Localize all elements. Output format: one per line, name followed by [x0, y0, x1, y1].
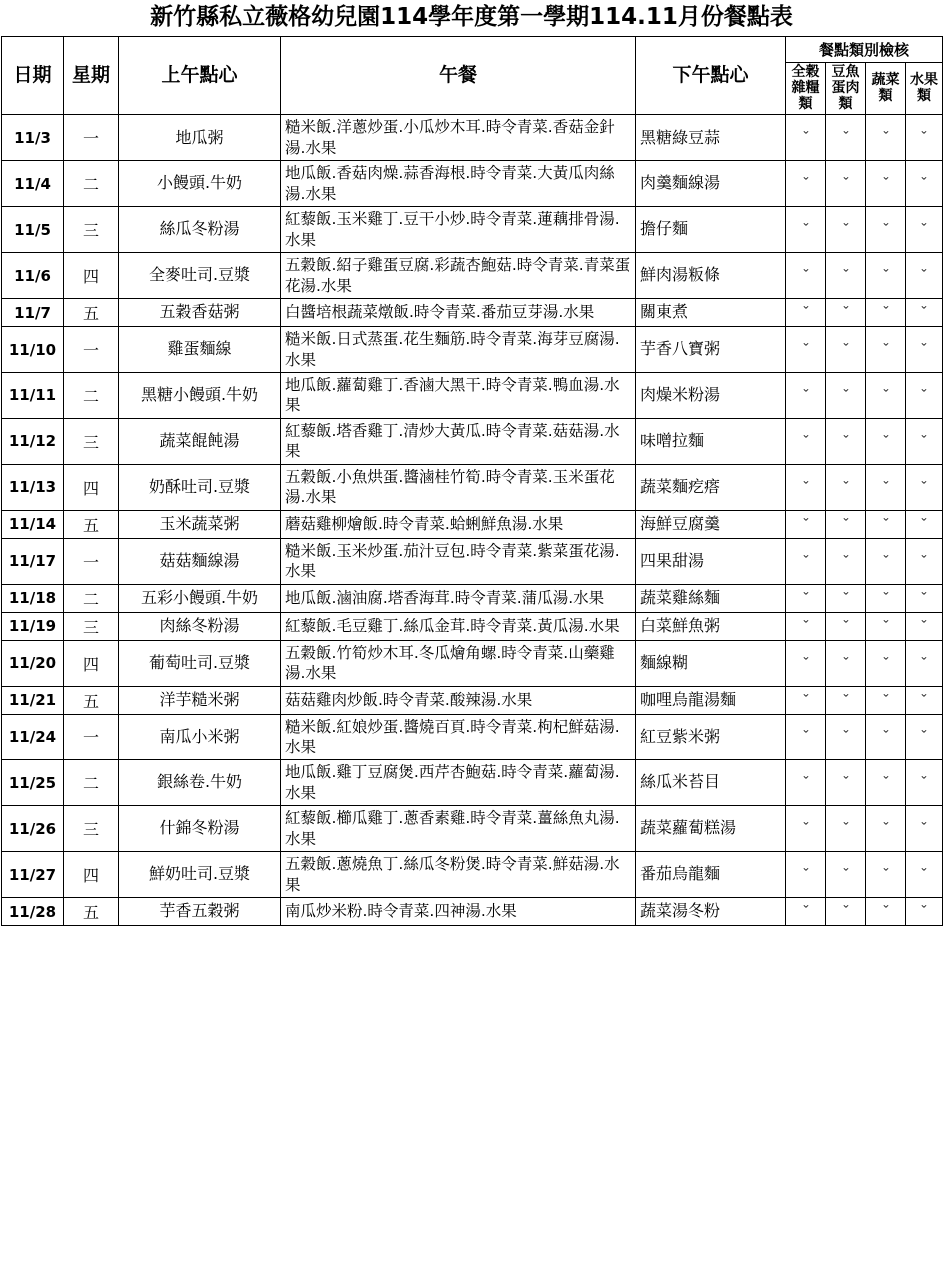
cell-weekday: 三 — [64, 612, 119, 640]
cell-afternoon-snack: 肉燥米粉湯 — [636, 372, 786, 418]
check-icon: ˇ — [919, 176, 929, 191]
cell-check-grains[interactable] — [786, 510, 826, 538]
check-icon: ˇ — [841, 655, 850, 670]
cell-date: 11/27 — [2, 852, 64, 898]
check-icon: ˇ — [919, 268, 929, 283]
cell-morning-snack: 小饅頭.牛奶 — [119, 161, 281, 207]
cell-date: 11/14 — [2, 510, 64, 538]
cell-afternoon-snack: 味噌拉麵 — [636, 418, 786, 464]
cell-check-fruit[interactable] — [906, 464, 943, 510]
table-row — [2, 612, 943, 640]
cell-lunch: 白醬培根蔬菜燉飯.時令青菜.番茄豆芽湯.水果 — [281, 299, 636, 327]
cell-check-fruit[interactable] — [906, 418, 943, 464]
cell-lunch: 五穀飯.紹子雞蛋豆腐.彩蔬杏鮑菇.時令青菜.青菜蛋花湯.水果 — [281, 253, 636, 299]
cell-lunch: 糙米飯.日式蒸蛋.花生麵筋.時令青菜.海芽豆腐湯.水果 — [281, 327, 636, 373]
cell-check-vegetables[interactable] — [866, 161, 906, 207]
cell-afternoon-snack: 咖哩烏龍湯麵 — [636, 686, 786, 714]
cell-check-protein[interactable] — [826, 686, 866, 714]
cell-check-grains[interactable] — [786, 714, 826, 760]
check-icon: ˇ — [919, 590, 929, 605]
cell-check-protein[interactable] — [826, 538, 866, 584]
cell-weekday: 一 — [64, 538, 119, 584]
cell-check-protein[interactable] — [826, 898, 866, 926]
check-icon: ˇ — [919, 387, 929, 402]
check-icon: ˇ — [881, 618, 890, 633]
cell-lunch: 紅藜飯.櫛瓜雞丁.蔥香素雞.時令青菜.薑絲魚丸湯.水果 — [281, 806, 636, 852]
check-icon: ˇ — [881, 176, 890, 191]
cell-check-protein[interactable] — [826, 327, 866, 373]
cell-check-fruit[interactable] — [906, 686, 943, 714]
cell-check-grains[interactable] — [786, 207, 826, 253]
table-row — [2, 806, 943, 852]
check-icon: ˇ — [919, 222, 929, 237]
cell-check-protein[interactable] — [826, 806, 866, 852]
cell-check-vegetables[interactable] — [866, 115, 906, 161]
check-icon: ˇ — [881, 692, 890, 707]
check-icon: ˇ — [801, 553, 810, 568]
check-icon: ˇ — [801, 867, 810, 882]
cell-check-fruit[interactable] — [906, 612, 943, 640]
check-icon: ˇ — [919, 904, 929, 919]
cell-check-fruit[interactable] — [906, 253, 943, 299]
cell-date: 11/19 — [2, 612, 64, 640]
check-icon: ˇ — [919, 553, 929, 568]
cell-check-grains[interactable] — [786, 760, 826, 806]
cell-afternoon-snack: 擔仔麵 — [636, 207, 786, 253]
cell-afternoon-snack: 番茄烏龍麵 — [636, 852, 786, 898]
table-row — [2, 852, 943, 898]
cell-weekday: 五 — [64, 299, 119, 327]
cell-weekday: 四 — [64, 640, 119, 686]
cell-afternoon-snack: 鮮肉湯粄條 — [636, 253, 786, 299]
cell-check-protein[interactable] — [826, 299, 866, 327]
cell-check-grains[interactable] — [786, 418, 826, 464]
cell-morning-snack: 鮮奶吐司.豆漿 — [119, 852, 281, 898]
cell-lunch: 地瓜飯.雞丁豆腐煲.西芹杏鮑菇.時令青菜.蘿蔔湯.水果 — [281, 760, 636, 806]
header-row-group — [2, 37, 943, 63]
cell-check-vegetables[interactable] — [866, 806, 906, 852]
cell-check-fruit[interactable] — [906, 207, 943, 253]
cell-check-vegetables[interactable] — [866, 714, 906, 760]
check-icon: ˇ — [881, 904, 890, 919]
cell-check-grains[interactable] — [786, 299, 826, 327]
cell-check-grains[interactable] — [786, 640, 826, 686]
check-icon: ˇ — [801, 590, 810, 605]
cell-morning-snack: 芋香五穀粥 — [119, 898, 281, 926]
cell-check-vegetables[interactable] — [866, 464, 906, 510]
cell-weekday: 四 — [64, 464, 119, 510]
cell-check-grains[interactable] — [786, 584, 826, 612]
check-icon: ˇ — [881, 729, 890, 744]
cell-date: 11/18 — [2, 584, 64, 612]
check-icon: ˇ — [841, 821, 850, 836]
check-icon: ˇ — [919, 516, 929, 531]
table-row — [2, 327, 943, 373]
check-icon: ˇ — [881, 433, 890, 448]
cell-morning-snack: 黑糖小饅頭.牛奶 — [119, 372, 281, 418]
cell-morning-snack: 玉米蔬菜粥 — [119, 510, 281, 538]
cell-afternoon-snack: 紅豆紫米粥 — [636, 714, 786, 760]
table-row — [2, 372, 943, 418]
cell-date: 11/20 — [2, 640, 64, 686]
cell-check-fruit[interactable] — [906, 898, 943, 926]
cell-check-vegetables[interactable] — [866, 299, 906, 327]
cell-check-grains[interactable] — [786, 852, 826, 898]
check-icon: ˇ — [881, 130, 890, 145]
cell-afternoon-snack: 海鮮豆腐羹 — [636, 510, 786, 538]
cell-weekday: 三 — [64, 207, 119, 253]
cell-check-vegetables[interactable] — [866, 418, 906, 464]
cell-check-grains[interactable] — [786, 686, 826, 714]
cell-morning-snack: 奶酥吐司.豆漿 — [119, 464, 281, 510]
cell-date: 11/21 — [2, 686, 64, 714]
cell-check-protein[interactable] — [826, 464, 866, 510]
check-icon: ˇ — [841, 433, 850, 448]
check-icon: ˇ — [841, 176, 850, 191]
cell-morning-snack: 雞蛋麵線 — [119, 327, 281, 373]
check-icon: ˇ — [801, 176, 810, 191]
cell-morning-snack: 什錦冬粉湯 — [119, 806, 281, 852]
cell-check-vegetables[interactable] — [866, 207, 906, 253]
check-icon: ˇ — [801, 904, 810, 919]
cell-afternoon-snack: 絲瓜米苔目 — [636, 760, 786, 806]
cell-morning-snack: 絲瓜冬粉湯 — [119, 207, 281, 253]
table-row — [2, 760, 943, 806]
cell-lunch: 五穀飯.蔥燒魚丁.絲瓜冬粉煲.時令青菜.鮮菇湯.水果 — [281, 852, 636, 898]
cell-lunch: 南瓜炒米粉.時令青菜.四神湯.水果 — [281, 898, 636, 926]
check-icon: ˇ — [801, 729, 810, 744]
check-icon: ˇ — [801, 618, 810, 633]
cell-check-vegetables[interactable] — [866, 372, 906, 418]
cell-check-fruit[interactable] — [906, 760, 943, 806]
check-icon: ˇ — [841, 268, 850, 283]
cell-check-protein[interactable] — [826, 584, 866, 612]
cell-lunch: 糙米飯.紅娘炒蛋.醬燒百頁.時令青菜.枸杞鮮菇湯.水果 — [281, 714, 636, 760]
table-header — [2, 37, 943, 115]
check-icon: ˇ — [841, 222, 850, 237]
check-icon: ˇ — [801, 433, 810, 448]
cell-check-protein[interactable] — [826, 115, 866, 161]
cell-morning-snack: 銀絲卷.牛奶 — [119, 760, 281, 806]
check-icon: ˇ — [841, 305, 850, 320]
cell-date: 11/26 — [2, 806, 64, 852]
cell-afternoon-snack: 蔬菜蘿蔔糕湯 — [636, 806, 786, 852]
cell-check-vegetables[interactable] — [866, 898, 906, 926]
table-row — [2, 714, 943, 760]
cell-afternoon-snack: 麵線糊 — [636, 640, 786, 686]
check-icon: ˇ — [919, 775, 929, 790]
cell-check-grains[interactable] — [786, 806, 826, 852]
table-row — [2, 510, 943, 538]
check-icon: ˇ — [801, 775, 810, 790]
check-icon: ˇ — [919, 342, 929, 357]
cell-check-grains[interactable] — [786, 464, 826, 510]
check-icon: ˇ — [841, 904, 850, 919]
table-row — [2, 686, 943, 714]
cell-lunch: 紅藜飯.塔香雞丁.清炒大黃瓜.時令青菜.菇菇湯.水果 — [281, 418, 636, 464]
table-row — [2, 207, 943, 253]
check-icon: ˇ — [881, 867, 890, 882]
check-icon: ˇ — [841, 342, 850, 357]
cell-afternoon-snack: 蔬菜湯冬粉 — [636, 898, 786, 926]
header-weekday: 星期 — [64, 37, 119, 115]
cell-check-fruit[interactable] — [906, 115, 943, 161]
table-row — [2, 161, 943, 207]
header-lunch: 午餐 — [281, 37, 636, 115]
check-icon: ˇ — [919, 692, 929, 707]
check-icon: ˇ — [881, 821, 890, 836]
cell-lunch: 糙米飯.玉米炒蛋.茄汁豆包.時令青菜.紫菜蛋花湯.水果 — [281, 538, 636, 584]
cell-weekday: 四 — [64, 253, 119, 299]
cell-date: 11/3 — [2, 115, 64, 161]
check-icon: ˇ — [881, 222, 890, 237]
header-check-group: 餐點類別檢核 — [786, 37, 943, 63]
cell-weekday: 一 — [64, 115, 119, 161]
check-icon: ˇ — [841, 775, 850, 790]
cell-check-vegetables[interactable] — [866, 612, 906, 640]
cell-afternoon-snack: 白菜鮮魚粥 — [636, 612, 786, 640]
cell-lunch: 地瓜飯.香菇肉燥.蒜香海根.時令青菜.大黃瓜肉絲湯.水果 — [281, 161, 636, 207]
cell-check-protein[interactable] — [826, 510, 866, 538]
cell-check-grains[interactable] — [786, 327, 826, 373]
cell-check-protein[interactable] — [826, 418, 866, 464]
page-title: 新竹縣私立薇格幼兒園114學年度第一學期114.11月份餐點表 — [150, 4, 793, 30]
cell-check-protein[interactable] — [826, 207, 866, 253]
cell-check-grains[interactable] — [786, 612, 826, 640]
check-icon: ˇ — [881, 590, 890, 605]
check-icon: ˇ — [801, 387, 810, 402]
cell-afternoon-snack: 蔬菜麵疙瘩 — [636, 464, 786, 510]
cell-afternoon-snack: 芋香八寶粥 — [636, 327, 786, 373]
cell-date: 11/4 — [2, 161, 64, 207]
check-icon: ˇ — [919, 867, 929, 882]
cell-morning-snack: 五彩小饅頭.牛奶 — [119, 584, 281, 612]
header-category-vegetables: 蔬菜類 — [866, 63, 906, 115]
cell-morning-snack: 菇菇麵線湯 — [119, 538, 281, 584]
cell-lunch: 地瓜飯.滷油腐.塔香海茸.時令青菜.蒲瓜湯.水果 — [281, 584, 636, 612]
cell-check-fruit[interactable] — [906, 640, 943, 686]
check-icon: ˇ — [841, 553, 850, 568]
cell-date: 11/12 — [2, 418, 64, 464]
cell-morning-snack: 南瓜小米粥 — [119, 714, 281, 760]
check-icon: ˇ — [801, 342, 810, 357]
cell-weekday: 三 — [64, 806, 119, 852]
check-icon: ˇ — [919, 618, 929, 633]
cell-check-fruit[interactable] — [906, 510, 943, 538]
cell-weekday: 二 — [64, 760, 119, 806]
header-date: 日期 — [2, 37, 64, 115]
table-row — [2, 538, 943, 584]
cell-check-fruit[interactable] — [906, 806, 943, 852]
cell-check-protein[interactable] — [826, 253, 866, 299]
cell-check-protein[interactable] — [826, 714, 866, 760]
cell-check-vegetables[interactable] — [866, 852, 906, 898]
cell-afternoon-snack: 黑糖綠豆蒜 — [636, 115, 786, 161]
cell-date: 11/7 — [2, 299, 64, 327]
cell-check-grains[interactable] — [786, 253, 826, 299]
check-icon: ˇ — [841, 479, 850, 494]
cell-check-protein[interactable] — [826, 640, 866, 686]
check-icon: ˇ — [801, 821, 810, 836]
cell-check-vegetables[interactable] — [866, 640, 906, 686]
cell-weekday: 二 — [64, 161, 119, 207]
cell-weekday: 三 — [64, 418, 119, 464]
header-morning-snack: 上午點心 — [119, 37, 281, 115]
check-icon: ˇ — [841, 692, 850, 707]
check-icon: ˇ — [919, 433, 929, 448]
cell-check-fruit[interactable] — [906, 538, 943, 584]
cell-check-vegetables[interactable] — [866, 510, 906, 538]
cell-date: 11/5 — [2, 207, 64, 253]
check-icon: ˇ — [919, 821, 929, 836]
check-icon: ˇ — [801, 222, 810, 237]
table-row — [2, 640, 943, 686]
cell-check-protein[interactable] — [826, 161, 866, 207]
cell-weekday: 一 — [64, 327, 119, 373]
check-icon: ˇ — [801, 268, 810, 283]
check-icon: ˇ — [841, 590, 850, 605]
cell-check-vegetables[interactable] — [866, 253, 906, 299]
check-icon: ˇ — [841, 516, 850, 531]
cell-weekday: 二 — [64, 584, 119, 612]
cell-check-fruit[interactable] — [906, 327, 943, 373]
cell-weekday: 二 — [64, 372, 119, 418]
check-icon: ˇ — [801, 305, 810, 320]
cell-check-grains[interactable] — [786, 115, 826, 161]
cell-weekday: 五 — [64, 686, 119, 714]
table-row — [2, 418, 943, 464]
check-icon: ˇ — [881, 516, 890, 531]
cell-afternoon-snack: 蔬菜雞絲麵 — [636, 584, 786, 612]
table-row — [2, 299, 943, 327]
cell-date: 11/28 — [2, 898, 64, 926]
cell-weekday: 五 — [64, 510, 119, 538]
cell-date: 11/13 — [2, 464, 64, 510]
cell-morning-snack: 洋芋糙米粥 — [119, 686, 281, 714]
table-row — [2, 898, 943, 926]
cell-date: 11/25 — [2, 760, 64, 806]
monthly-menu-table — [1, 36, 943, 926]
check-icon: ˇ — [881, 775, 890, 790]
cell-check-fruit[interactable] — [906, 161, 943, 207]
cell-lunch: 紅藜飯.毛豆雞丁.絲瓜金茸.時令青菜.黃瓜湯.水果 — [281, 612, 636, 640]
table-row — [2, 464, 943, 510]
cell-lunch: 地瓜飯.蘿蔔雞丁.香滷大黑干.時令青菜.鴨血湯.水果 — [281, 372, 636, 418]
cell-check-vegetables[interactable] — [866, 760, 906, 806]
header-afternoon-snack: 下午點心 — [636, 37, 786, 115]
cell-morning-snack: 五穀香菇粥 — [119, 299, 281, 327]
cell-date: 11/10 — [2, 327, 64, 373]
cell-check-fruit[interactable] — [906, 714, 943, 760]
check-icon: ˇ — [881, 387, 890, 402]
check-icon: ˇ — [841, 130, 850, 145]
check-icon: ˇ — [841, 618, 850, 633]
cell-check-grains[interactable] — [786, 898, 826, 926]
cell-date: 11/11 — [2, 372, 64, 418]
cell-weekday: 四 — [64, 852, 119, 898]
cell-check-protein[interactable] — [826, 612, 866, 640]
check-icon: ˇ — [919, 130, 929, 145]
cell-date: 11/17 — [2, 538, 64, 584]
check-icon: ˇ — [881, 479, 890, 494]
table-row — [2, 253, 943, 299]
cell-lunch: 紅藜飯.玉米雞丁.豆干小炒.時令青菜.蓮藕排骨湯.水果 — [281, 207, 636, 253]
check-icon: ˇ — [801, 130, 810, 145]
cell-morning-snack: 地瓜粥 — [119, 115, 281, 161]
cell-afternoon-snack: 關東煮 — [636, 299, 786, 327]
cell-check-fruit[interactable] — [906, 852, 943, 898]
cell-lunch: 五穀飯.竹筍炒木耳.冬瓜燴角螺.時令青菜.山藥雞湯.水果 — [281, 640, 636, 686]
cell-check-fruit[interactable] — [906, 299, 943, 327]
cell-check-protein[interactable] — [826, 760, 866, 806]
cell-check-fruit[interactable] — [906, 372, 943, 418]
cell-lunch: 菇菇雞肉炒飯.時令青菜.酸辣湯.水果 — [281, 686, 636, 714]
cell-check-fruit[interactable] — [906, 584, 943, 612]
cell-check-grains[interactable] — [786, 538, 826, 584]
header-category-grains: 全穀雜糧類 — [786, 63, 826, 115]
check-icon: ˇ — [881, 655, 890, 670]
cell-lunch: 蘑菇雞柳燴飯.時令青菜.蛤蜊鮮魚湯.水果 — [281, 510, 636, 538]
cell-afternoon-snack: 四果甜湯 — [636, 538, 786, 584]
header-category-protein: 豆魚蛋肉類 — [826, 63, 866, 115]
check-icon: ˇ — [881, 305, 890, 320]
check-icon: ˇ — [801, 479, 810, 494]
check-icon: ˇ — [841, 729, 850, 744]
check-icon: ˇ — [919, 655, 929, 670]
check-icon: ˇ — [881, 268, 890, 283]
cell-morning-snack: 葡萄吐司.豆漿 — [119, 640, 281, 686]
cell-check-grains[interactable] — [786, 372, 826, 418]
table-row — [2, 584, 943, 612]
check-icon: ˇ — [881, 553, 890, 568]
cell-morning-snack: 全麥吐司.豆漿 — [119, 253, 281, 299]
check-icon: ˇ — [881, 342, 890, 357]
cell-check-protein[interactable] — [826, 852, 866, 898]
cell-check-protein[interactable] — [826, 372, 866, 418]
cell-weekday: 五 — [64, 898, 119, 926]
check-icon: ˇ — [801, 655, 810, 670]
cell-lunch: 五穀飯.小魚烘蛋.醬滷桂竹筍.時令青菜.玉米蛋花湯.水果 — [281, 464, 636, 510]
cell-weekday: 一 — [64, 714, 119, 760]
table-body — [2, 115, 943, 926]
cell-check-vegetables[interactable] — [866, 538, 906, 584]
check-icon: ˇ — [919, 729, 929, 744]
cell-afternoon-snack: 肉羹麵線湯 — [636, 161, 786, 207]
cell-check-vegetables[interactable] — [866, 686, 906, 714]
cell-morning-snack: 蔬菜餛飩湯 — [119, 418, 281, 464]
check-icon: ˇ — [919, 479, 929, 494]
cell-lunch: 糙米飯.洋蔥炒蛋.小瓜炒木耳.時令青菜.香菇金針湯.水果 — [281, 115, 636, 161]
cell-check-vegetables[interactable] — [866, 584, 906, 612]
check-icon: ˇ — [919, 305, 929, 320]
check-icon: ˇ — [801, 516, 810, 531]
check-icon: ˇ — [841, 867, 850, 882]
header-category-fruit: 水果類 — [906, 63, 943, 115]
cell-check-grains[interactable] — [786, 161, 826, 207]
cell-date: 11/24 — [2, 714, 64, 760]
check-icon: ˇ — [841, 387, 850, 402]
cell-date: 11/6 — [2, 253, 64, 299]
cell-morning-snack: 肉絲冬粉湯 — [119, 612, 281, 640]
check-icon: ˇ — [801, 692, 810, 707]
table-row — [2, 115, 943, 161]
cell-check-vegetables[interactable] — [866, 327, 906, 373]
